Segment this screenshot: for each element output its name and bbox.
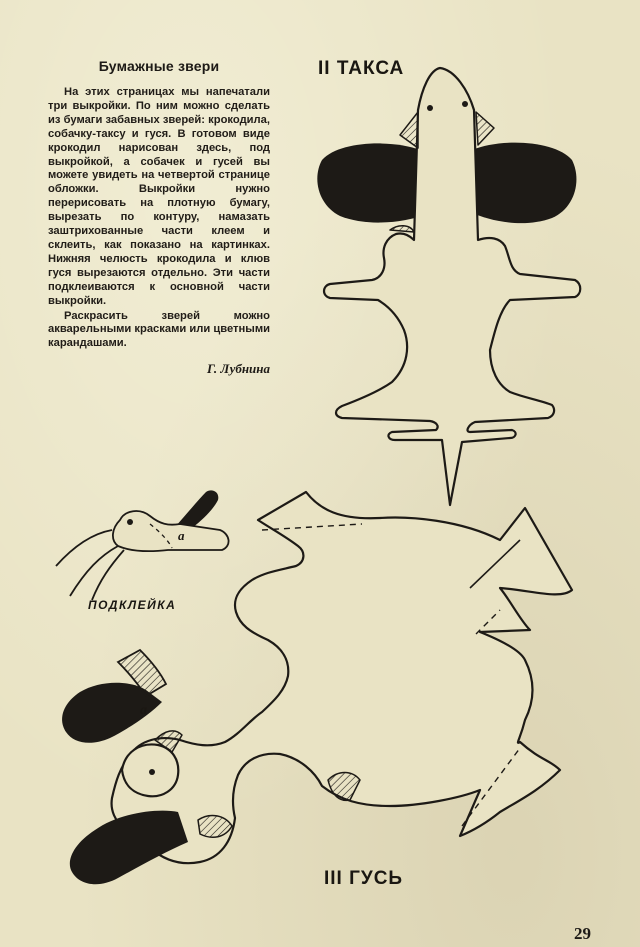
gluing-beak-black (176, 490, 218, 528)
dachshund-eye-left (427, 105, 433, 111)
article-title: Бумажные звери (98, 58, 220, 74)
label-goose: III ГУСЬ (324, 868, 404, 889)
jaw-part-a (62, 650, 166, 743)
dachshund-eye-right (462, 101, 468, 107)
dachshund-hatch-left (400, 112, 418, 148)
goose-eye (149, 769, 155, 775)
dachshund-right-ear (470, 143, 576, 224)
gluing-neck-3 (56, 530, 112, 566)
label-gluing: ПОДКЛЕЙКА (88, 598, 177, 612)
dachshund-pattern (317, 68, 580, 505)
gluing-sketch (56, 490, 229, 600)
article-author: Г. Лубнина (207, 361, 270, 377)
label-part-a-sketch: а (178, 528, 185, 543)
goose-beak (70, 811, 188, 885)
dachshund-body-outline (324, 68, 580, 505)
page-number: 29 (574, 924, 591, 943)
dachshund-hatch-right (476, 112, 494, 145)
gluing-head (113, 511, 229, 551)
label-part-a: а (140, 703, 147, 718)
label-dachshund: II ТАКСА (318, 58, 405, 79)
gluing-eye (127, 519, 133, 525)
dachshund-hatch-bottom (390, 226, 414, 232)
article-paragraph-2: Раскрасить зверей можно акварельными красками или цветными карандашами. (48, 309, 270, 350)
dachshund-left-ear (317, 143, 428, 222)
gluing-neck-1 (70, 546, 118, 596)
article-paragraph-1: На этих страницах мы напечатали три выкройки. По ним можно сделать из бумаги забавных зверей: крокодила, собачку-таксу и гуся. В готовом виде крокодил нарисован здесь, под выкройкой, а собачек и гусей вы можете увидеть на четвертой странице обложки. Выкройки нужно перерисовать на плотную бумагу, вырезать по контуру, намазать заштрихованные части клеем и склеить, как показано на картинках. Нижняя челюсть крокодила и клюв гуся вырезаются отдельно. Эти части подклеиваются к основной части выкройки. (48, 86, 270, 307)
gluing-neck-2 (92, 550, 124, 600)
